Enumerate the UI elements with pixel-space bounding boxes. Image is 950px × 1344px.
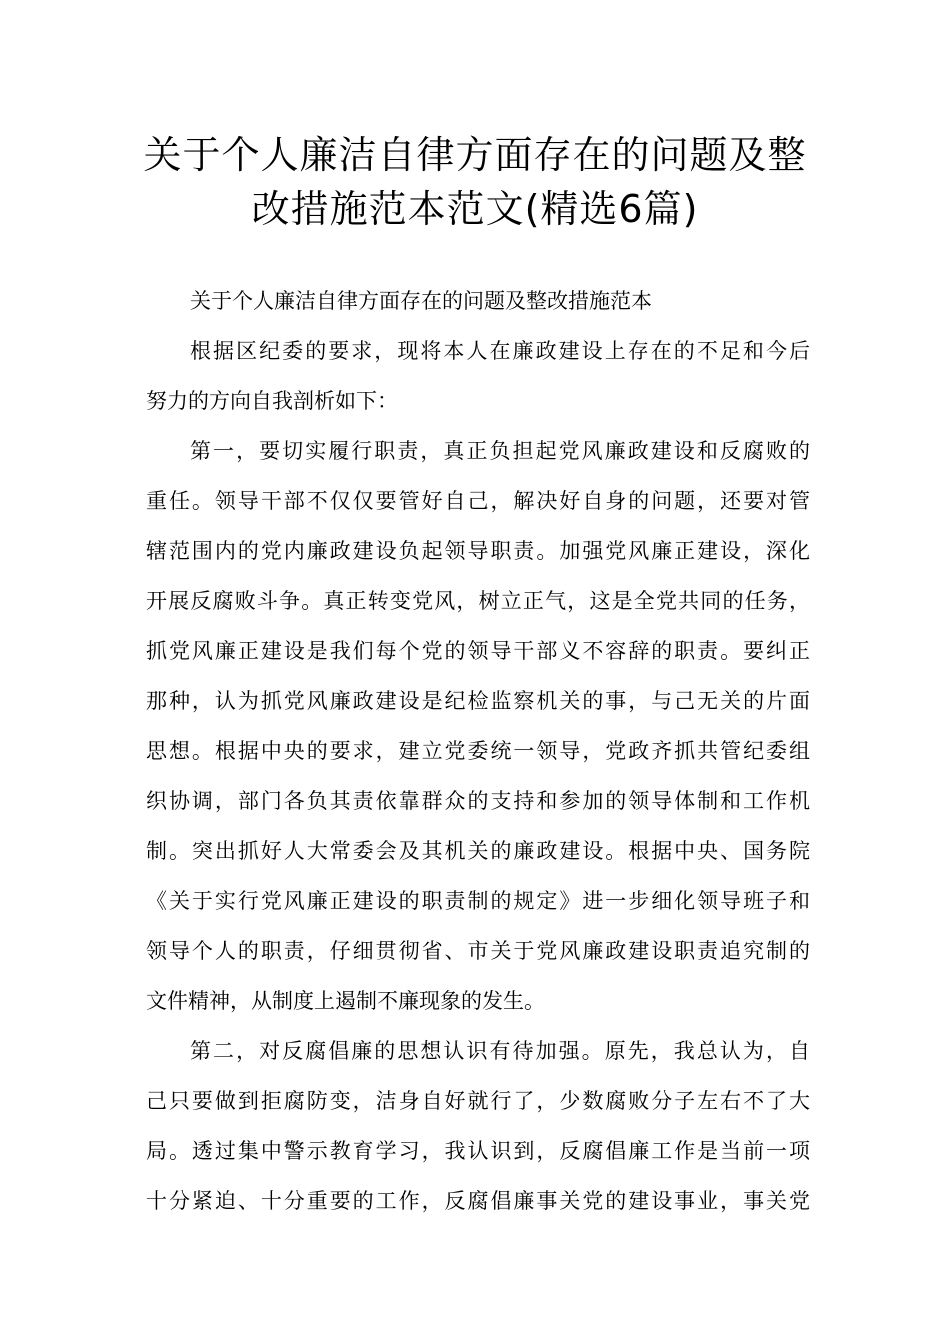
paragraph-line: 重任。领导干部不仅仅要管好自己，解决好自身的问题，还要对管 <box>146 489 810 513</box>
paragraph-line: 织协调，部门各负其责依靠群众的支持和参加的领导体制和工作机 <box>146 789 810 813</box>
paragraph-line: 《关于实行党风廉正建设的职责制的规定》进一步细化领导班子和 <box>146 889 810 913</box>
paragraph-line: 努力的方向自我剖析如下： <box>146 389 398 413</box>
document-body <box>146 276 810 1226</box>
document-title-line-1: 关于个人廉洁自律方面存在的问题及整 <box>143 133 807 177</box>
paragraph-line: 根据区纪委的要求，现将本人在廉政建设上存在的不足和今后 <box>190 339 810 363</box>
paragraph-line: 第二，对反腐倡廉的思想认识有待加强。原先，我总认为，自 <box>190 1039 810 1063</box>
paragraph-line: 抓党风廉正建设是我们每个党的领导干部义不容辞的职责。要纠正 <box>146 639 810 663</box>
paragraph-second-point <box>146 1026 810 1226</box>
paragraph-line: 开展反腐败斗争。真正转变党风，树立正气，这是全党共同的任务， <box>146 589 810 613</box>
paragraph-subtitle <box>146 276 810 326</box>
paragraph-line: 关于个人廉洁自律方面存在的问题及整改措施范本 <box>190 289 652 313</box>
paragraph-line: 制。突出抓好人大常委会及其机关的廉政建设。根据中央、国务院 <box>146 839 810 863</box>
paragraph-line: 辖范围内的党内廉政建设负起领导职责。加强党风廉正建设，深化 <box>146 539 810 563</box>
document-title-line-2: 改措施范本范文(精选6篇) <box>251 187 699 231</box>
paragraph-intro <box>146 326 810 426</box>
paragraph-line: 文件精神，从制度上遏制不廉现象的发生。 <box>146 989 545 1013</box>
document-title <box>100 128 850 236</box>
paragraph-line: 那种，认为抓党风廉政建设是纪检监察机关的事，与己无关的片面 <box>146 689 810 713</box>
paragraph-line: 局。透过集中警示教育学习，我认识到，反腐倡廉工作是当前一项 <box>146 1139 810 1163</box>
paragraph-line: 己只要做到拒腐防变，洁身自好就行了，少数腐败分子左右不了大 <box>146 1089 810 1113</box>
paragraph-line: 十分紧迫、十分重要的工作，反腐倡廉事关党的建设事业，事关党 <box>146 1189 810 1213</box>
paragraph-line: 领导个人的职责，仔细贯彻省、市关于党风廉政建设职责追究制的 <box>146 939 810 963</box>
paragraph-first-point <box>146 426 810 1026</box>
paragraph-line: 思想。根据中央的要求，建立党委统一领导，党政齐抓共管纪委组 <box>146 739 810 763</box>
paragraph-line: 第一，要切实履行职责，真正负担起党风廉政建设和反腐败的 <box>190 439 810 463</box>
